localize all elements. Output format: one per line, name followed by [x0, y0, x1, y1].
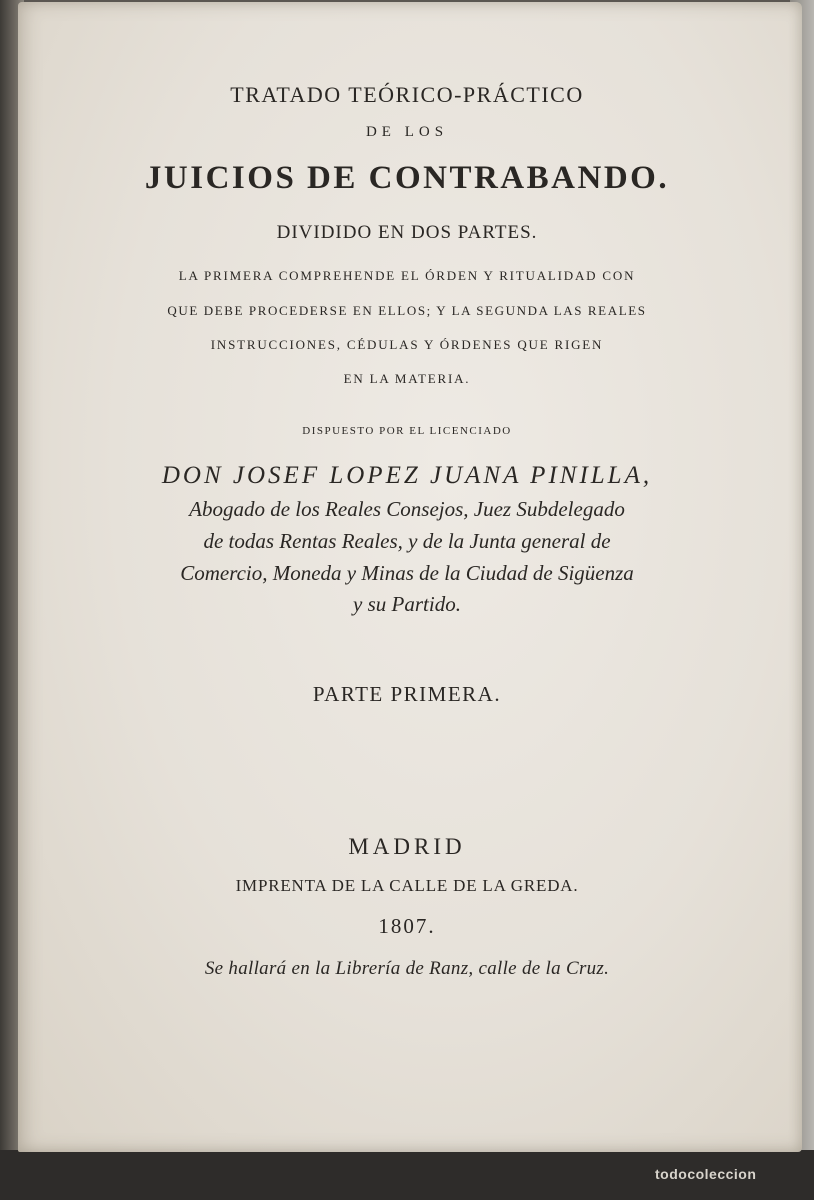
description-line-1: LA PRIMERA COMPREHENDE EL ÓRDEN Y RITUALIDAD CON: [178, 268, 636, 283]
author-desc-3: Comercio, Moneda y Minas de la Ciudad de Sigüenza: [180, 561, 634, 585]
subtitle: DIVIDIDO EN DOS PARTES.: [276, 222, 538, 243]
printer: IMPRENTA DE LA CALLE DE LA GREDA.: [235, 876, 579, 895]
city: MADRID: [348, 834, 466, 859]
main-title: JUICIOS DE CONTRABANDO.: [144, 160, 670, 196]
part-heading: PARTE PRIMERA.: [312, 682, 502, 706]
author-desc-2: de todas Rentas Reales, y de la Junta general de: [203, 529, 611, 553]
description-line-4: EN LA MATERIA.: [343, 371, 471, 386]
title-line-2: DE LOS: [365, 124, 449, 140]
title-line-1: TRATADO TEÓRICO-PRÁCTICO: [230, 82, 584, 107]
author-name: DON JOSEF LOPEZ JUANA PINILLA,: [161, 462, 653, 489]
author-desc-1: Abogado de los Reales Consejos, Juez Subdelegado: [189, 497, 625, 521]
author-desc-4: y su Partido.: [353, 592, 461, 616]
description-line-2: QUE DEBE PROCEDERSE EN ELLOS; Y LA SEGUNDA LAS REALES: [167, 303, 647, 318]
description-line-3: INSTRUCCIONES, CÉDULAS Y ÓRDENES QUE RIGEN: [210, 337, 604, 352]
bookseller-line: Se hallará en la Librería de Ranz, calle de la Cruz.: [204, 958, 610, 979]
year: 1807.: [378, 914, 436, 938]
dispuesto-line: DISPUESTO POR EL LICENCIADO: [302, 425, 512, 437]
watermark: todocoleccion: [655, 1166, 757, 1182]
